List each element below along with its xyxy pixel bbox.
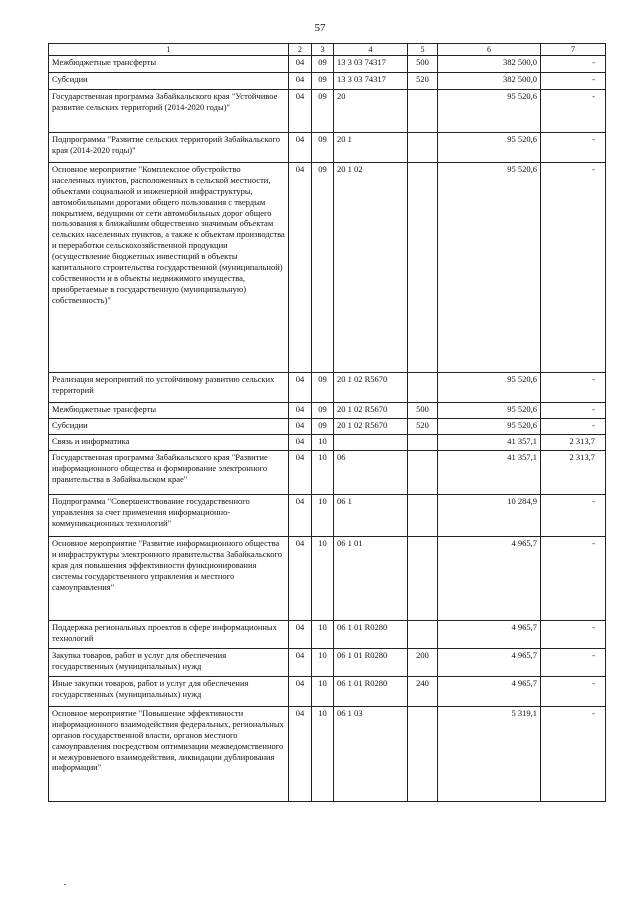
subsection-cell: 09 bbox=[312, 373, 334, 403]
amount-cell: 382 500,0 bbox=[438, 56, 541, 73]
table-row bbox=[49, 73, 606, 90]
target-code-cell: 20 bbox=[334, 90, 408, 133]
header-cell: 3 bbox=[312, 44, 334, 56]
target-code-cell: 13 3 03 74317 bbox=[334, 73, 408, 90]
target-code-cell: 06 1 01 R0280 bbox=[334, 677, 408, 707]
expense-type-cell bbox=[408, 373, 438, 403]
expense-type-cell: 520 bbox=[408, 419, 438, 435]
target-code-cell: 20 1 02 R5670 bbox=[334, 373, 408, 403]
expense-type-cell: 240 bbox=[408, 677, 438, 707]
amount-cell: 4 965,7 bbox=[438, 537, 541, 621]
item-name-cell: Основное мероприятие "Комплексное обустройство населенных пунктов, расположенных в сельской местности, объектами социальной и инженерной инфраструктуры, автомобильными дорогами общего пользования с твердым покрытием, ведущими от сети автомобильных дорог общего пользования к ближайшим общественно значимым объектам сельских населенных пунктов, а также к объектам производства и переработки сельскохозяйственной продукции (осуществление бюджетных инвестиций в объекты капитального строительства государственной (муниципальной) собственности и в объекты недвижимого имущества, приобретаемые в государственную (муниципальную) собственность)" bbox=[49, 163, 289, 373]
table-row bbox=[49, 419, 606, 435]
item-name-cell: Поддержка региональных проектов в сфере информационных технологий bbox=[49, 621, 289, 649]
header-cell: 2 bbox=[289, 44, 312, 56]
expense-type-cell bbox=[408, 537, 438, 621]
section-cell: 04 bbox=[289, 163, 312, 373]
subsection-cell: 09 bbox=[312, 403, 334, 419]
amount-cell: 4 965,7 bbox=[438, 621, 541, 649]
amount-cell: 41 357,1 bbox=[438, 451, 541, 495]
section-cell: 04 bbox=[289, 451, 312, 495]
amount-extra-cell: - bbox=[541, 707, 606, 802]
item-name-cell: Межбюджетные трансферты bbox=[49, 56, 289, 73]
expense-type-cell bbox=[408, 435, 438, 451]
item-name-cell: Подпрограмма "Совершенствование государственного управления за счет применения информационно-коммуникационных технологий" bbox=[49, 495, 289, 537]
subsection-cell: 10 bbox=[312, 495, 334, 537]
section-cell: 04 bbox=[289, 495, 312, 537]
section-cell: 04 bbox=[289, 537, 312, 621]
amount-extra-cell: - bbox=[541, 419, 606, 435]
target-code-cell: 20 1 bbox=[334, 133, 408, 163]
item-name-cell: Государственная программа Забайкальского края "Развитие информационного общества и формирование электронного правительства в Забайкальском крае" bbox=[49, 451, 289, 495]
subsection-cell: 10 bbox=[312, 451, 334, 495]
amount-extra-cell: 2 313,7 bbox=[541, 451, 606, 495]
section-cell: 04 bbox=[289, 419, 312, 435]
amount-cell: 5 319,1 bbox=[438, 707, 541, 802]
subsection-cell: 09 bbox=[312, 419, 334, 435]
expense-type-cell: 200 bbox=[408, 649, 438, 677]
amount-extra-cell: - bbox=[541, 73, 606, 90]
header-cell: 5 bbox=[408, 44, 438, 56]
page-number: 57 bbox=[314, 22, 326, 34]
table-row bbox=[49, 403, 606, 419]
expense-type-cell bbox=[408, 90, 438, 133]
amount-extra-cell: - bbox=[541, 649, 606, 677]
item-name-cell: Государственная программа Забайкальского края "Устойчивое развитие сельских территорий (2014-2020 годы)" bbox=[49, 90, 289, 133]
section-cell: 04 bbox=[289, 56, 312, 73]
expense-type-cell bbox=[408, 451, 438, 495]
item-name-cell: Закупка товаров, работ и услуг для обеспечения государственных (муниципальных) нужд bbox=[49, 649, 289, 677]
amount-extra-cell: - bbox=[541, 403, 606, 419]
section-cell: 04 bbox=[289, 133, 312, 163]
subsection-cell: 10 bbox=[312, 621, 334, 649]
target-code-cell: 06 1 bbox=[334, 495, 408, 537]
amount-extra-cell: - bbox=[541, 133, 606, 163]
amount-cell: 95 520,6 bbox=[438, 419, 541, 435]
budget-table bbox=[48, 43, 606, 802]
expense-type-cell bbox=[408, 495, 438, 537]
table-row bbox=[49, 90, 606, 133]
item-name-cell: Реализация мероприятий по устойчивому развитию сельских территорий bbox=[49, 373, 289, 403]
expense-type-cell bbox=[408, 163, 438, 373]
amount-cell: 4 965,7 bbox=[438, 677, 541, 707]
amount-extra-cell: - bbox=[541, 373, 606, 403]
target-code-cell: 06 1 03 bbox=[334, 707, 408, 802]
table-row bbox=[49, 537, 606, 621]
amount-extra-cell: 2 313,7 bbox=[541, 435, 606, 451]
amount-cell: 95 520,6 bbox=[438, 373, 541, 403]
table-row bbox=[49, 677, 606, 707]
section-cell: 04 bbox=[289, 677, 312, 707]
table-row bbox=[49, 451, 606, 495]
expense-type-cell bbox=[408, 707, 438, 802]
section-cell: 04 bbox=[289, 435, 312, 451]
amount-cell: 4 965,7 bbox=[438, 649, 541, 677]
subsection-cell: 10 bbox=[312, 537, 334, 621]
target-code-cell bbox=[334, 435, 408, 451]
subsection-cell: 09 bbox=[312, 56, 334, 73]
section-cell: 04 bbox=[289, 73, 312, 90]
expense-type-cell bbox=[408, 133, 438, 163]
item-name-cell: Связь и информатика bbox=[49, 435, 289, 451]
section-cell: 04 bbox=[289, 403, 312, 419]
expense-type-cell: 500 bbox=[408, 403, 438, 419]
table-row bbox=[49, 649, 606, 677]
header-row bbox=[49, 44, 606, 56]
target-code-cell: 06 1 01 R0280 bbox=[334, 621, 408, 649]
subsection-cell: 10 bbox=[312, 649, 334, 677]
subsection-cell: 09 bbox=[312, 73, 334, 90]
amount-extra-cell: - bbox=[541, 621, 606, 649]
amount-cell: 41 357,1 bbox=[438, 435, 541, 451]
amount-cell: 382 500,0 bbox=[438, 73, 541, 90]
amount-extra-cell: - bbox=[541, 56, 606, 73]
header-cell: 4 bbox=[334, 44, 408, 56]
subsection-cell: 10 bbox=[312, 435, 334, 451]
amount-cell: 95 520,6 bbox=[438, 163, 541, 373]
amount-extra-cell: - bbox=[541, 90, 606, 133]
item-name-cell: Основное мероприятие "Повышение эффективности информационного взаимодействия федеральных, региональных органов государственной власти, органов местного самоуправления посредством оптимизации межведомственного и межуровневого взаимодействия, ликвидации дублирования информации" bbox=[49, 707, 289, 802]
subsection-cell: 09 bbox=[312, 163, 334, 373]
item-name-cell: Субсидии bbox=[49, 73, 289, 90]
item-name-cell: Межбюджетные трансферты bbox=[49, 403, 289, 419]
section-cell: 04 bbox=[289, 621, 312, 649]
expense-type-cell: 500 bbox=[408, 56, 438, 73]
amount-cell: 95 520,6 bbox=[438, 90, 541, 133]
table-row bbox=[49, 495, 606, 537]
amount-extra-cell: - bbox=[541, 163, 606, 373]
subsection-cell: 10 bbox=[312, 707, 334, 802]
target-code-cell: 20 1 02 R5670 bbox=[334, 403, 408, 419]
table-row bbox=[49, 56, 606, 73]
target-code-cell: 06 1 01 R0280 bbox=[334, 649, 408, 677]
section-cell: 04 bbox=[289, 373, 312, 403]
table-row bbox=[49, 133, 606, 163]
table-row bbox=[49, 435, 606, 451]
header-cell: 1 bbox=[49, 44, 289, 56]
table-row bbox=[49, 621, 606, 649]
amount-extra-cell: - bbox=[541, 537, 606, 621]
target-code-cell: 20 1 02 R5670 bbox=[334, 419, 408, 435]
table-row bbox=[49, 707, 606, 802]
item-name-cell: Подпрограмма "Развитие сельских территорий Забайкальского края (2014-2020 годы)" bbox=[49, 133, 289, 163]
header-cell: 7 bbox=[541, 44, 606, 56]
amount-cell: 10 284,9 bbox=[438, 495, 541, 537]
amount-extra-cell: - bbox=[541, 677, 606, 707]
item-name-cell: Иные закупки товаров, работ и услуг для обеспечения государственных (муниципальных) нужд bbox=[49, 677, 289, 707]
table-row bbox=[49, 373, 606, 403]
target-code-cell: 06 1 01 bbox=[334, 537, 408, 621]
amount-cell: 95 520,6 bbox=[438, 133, 541, 163]
expense-type-cell: 520 bbox=[408, 73, 438, 90]
expense-type-cell bbox=[408, 621, 438, 649]
amount-extra-cell: - bbox=[541, 495, 606, 537]
item-name-cell: Основное мероприятие "Развитие информационного общества и инфраструктуры электронного правительства Забайкальского края для повышения эффективности функционирования системы государственного управления и местного самоуправления" bbox=[49, 537, 289, 621]
item-name-cell: Субсидии bbox=[49, 419, 289, 435]
target-code-cell: 06 bbox=[334, 451, 408, 495]
table-row bbox=[49, 163, 606, 373]
amount-cell: 95 520,6 bbox=[438, 403, 541, 419]
subsection-cell: 09 bbox=[312, 90, 334, 133]
section-cell: 04 bbox=[289, 707, 312, 802]
subsection-cell: 09 bbox=[312, 133, 334, 163]
subsection-cell: 10 bbox=[312, 677, 334, 707]
target-code-cell: 20 1 02 bbox=[334, 163, 408, 373]
scan-artifact bbox=[64, 884, 66, 885]
target-code-cell: 13 3 03 74317 bbox=[334, 56, 408, 73]
section-cell: 04 bbox=[289, 649, 312, 677]
header-cell: 6 bbox=[438, 44, 541, 56]
section-cell: 04 bbox=[289, 90, 312, 133]
